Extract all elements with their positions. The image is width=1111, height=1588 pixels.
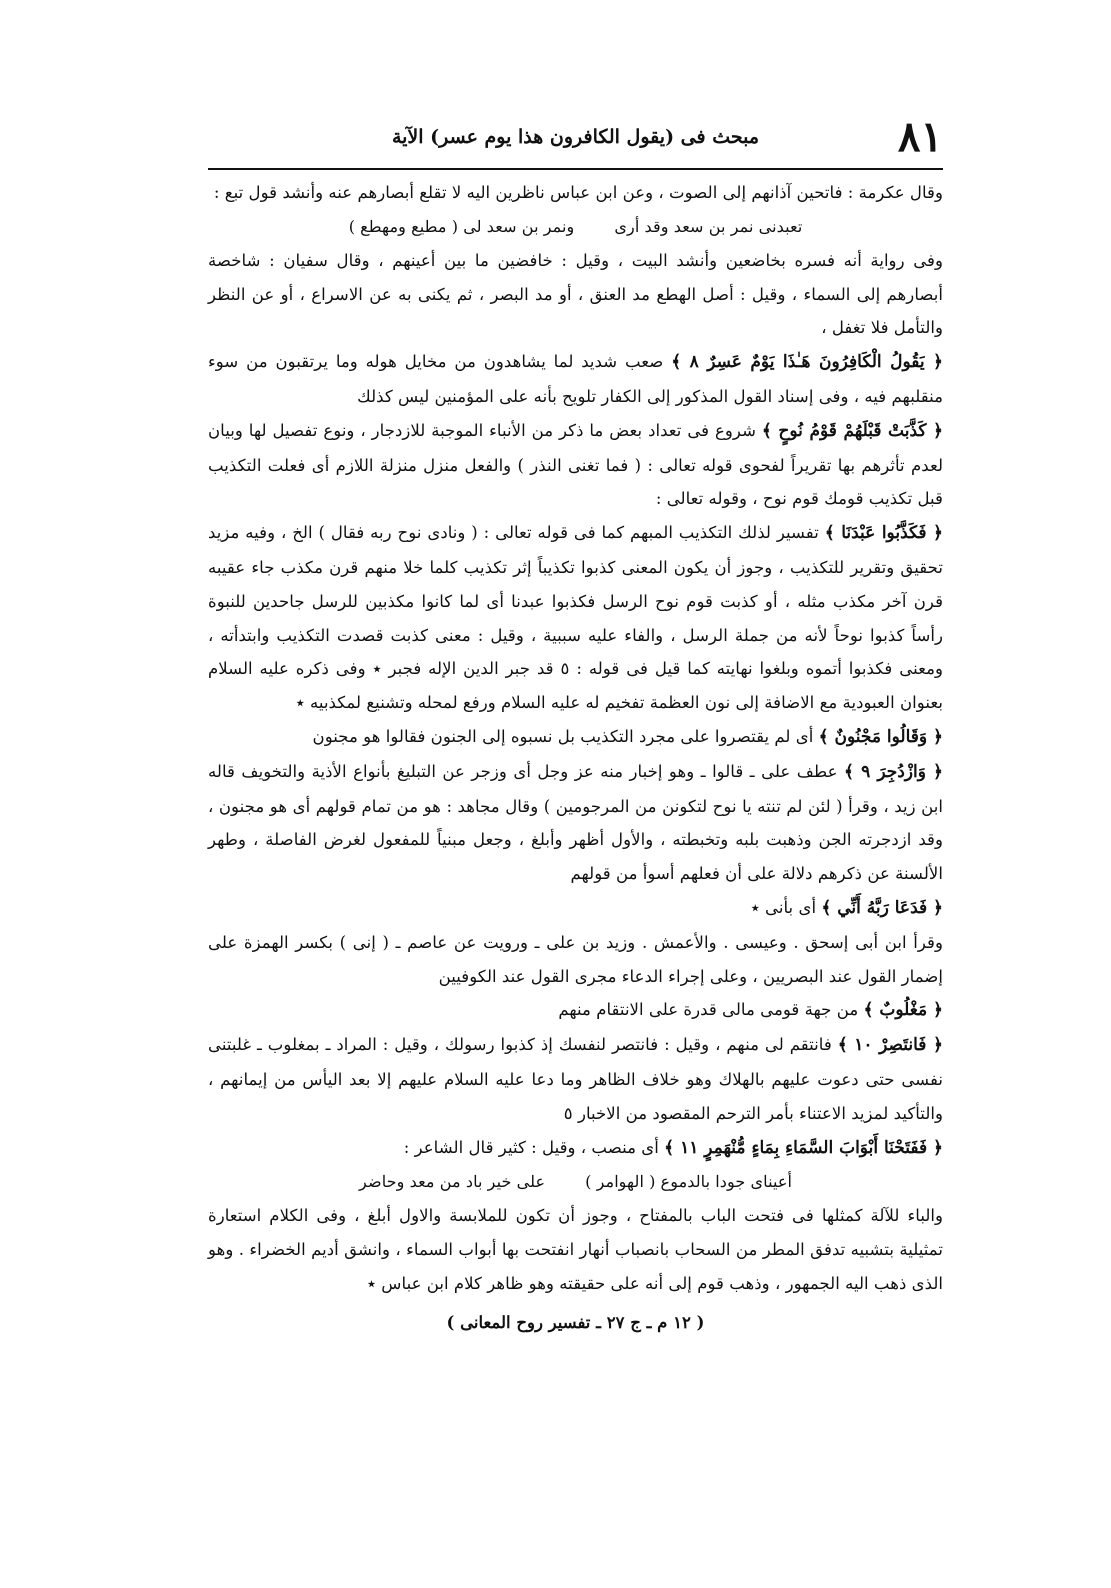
quran-verse: ﴿ وَازْدُجِرَ ٩ ﴾ bbox=[843, 761, 943, 782]
poem-verse bbox=[208, 210, 943, 244]
quran-verse: ﴿ يَقُولُ الْكَافِرُونَ هَـٰذَا يَوْمٌ عَسِرٌ ٨ ﴾ bbox=[671, 352, 943, 373]
paragraph-text: صعب شديد لما يشاهدون من مخايل هوله وما يرتقبون من سوء منقلبهم فيه ، وفى إسناد القول المذكور إلى الكفار تلويح بأنه على المؤمنين ليس كذلك bbox=[208, 352, 943, 406]
footer-signature: ( ١٢ م ـ ج ٢٧ ـ تفسير روح المعانى ) bbox=[446, 1312, 705, 1332]
quran-verse: ﴿ فَانتَصِرْ ١٠ ﴾ bbox=[837, 1035, 943, 1056]
paragraph-text: عطف على ـ قالوا ـ وهو إخبار منه عز وجل أى وزجر عن التبليغ بأنواع الأذية والتخويف قاله ابن زيد ، وقرأ ( لئن لم تنته يا نوح لتكونن من المرجومين ) وقال مجاهد : هو من تمام قولهم أى هو مجنون ، وقد ازدجرته الجن وذهبت بلبه وتخبطته ، والأول أظهر وأبلغ ، وجعل مبنياً للمفعول لغرض الفاصلة ، وطهر الألسنة عن ذكرهم دلالة على أن فعلهم أسوأ من قولهم bbox=[208, 761, 943, 884]
poem-hemistich-first: أعيناى جودا بالدموع ( الهوامر ) bbox=[585, 1172, 792, 1192]
quran-verse: ﴿ مَغْلُوبٌ ﴾ bbox=[863, 1000, 943, 1021]
poem-verse bbox=[208, 1165, 943, 1199]
poem-hemistich-second: على خير باد من معد وحاضر bbox=[359, 1172, 546, 1192]
paragraph-text: أى لم يقتصروا على مجرد التكذيب بل نسبوه إلى الجنون فقالوا هو مجنون bbox=[312, 726, 814, 746]
commentary-paragraph bbox=[208, 891, 943, 926]
quran-verse: ﴿ كَذَّبَتْ قَبْلَهُمْ قَوْمُ نُوحٍ ﴾ bbox=[761, 420, 943, 441]
quran-verse: ﴿ وَقَالُوا مَجْنُونٌ ﴾ bbox=[818, 726, 943, 747]
commentary-paragraph bbox=[208, 516, 943, 720]
commentary-paragraph bbox=[208, 755, 943, 891]
commentary-paragraph: والباء للآلة كمثلها فى فتحت الباب بالمفتاح ، وجوز أن تكون للملابسة والاول أبلغ ، وفى الكلام استعارة تمثيلية بتشبيه تدفق المطر من السحاب بانصباب أنهار انفتحت بها أبواب السماء ، وانشق أديم الخضراء . وهو الذى ذهب اليه الجمهور ، وذهب قوم إلى أنه على حقيقته وهو ظاهر كلام ابن عباس ٭ bbox=[208, 1206, 943, 1293]
paragraph-text: تفسير لذلك التكذيب المبهم كما فى قوله تعالى : ( ونادى نوح ربه فقال ) الخ ، وفيه مزيد تحقيق وتقرير للتكذيب ، وجوز أن يكون المعنى كذبوا تكذيباً إثر تكذيب كلما خلا منهم قرن مكذب جاء عقيبه قرن آخر مكذب مثله ، أو كذبت قوم نوح الرسل فكذبوا عبدنا أى لما كانوا مكذبين للرسل جاحدين للنبوة رأساً كذبوا نوحاً لأنه من جملة الرسل ، والفاء عليه سببية ، وقيل : معنى كذبت قصدت التكذيب وابتدأته ، ومعنى فكذبوا أتموه وبلغوا نهايته كما قيل فى قوله : ٥ قد جبر الدين الإله فجبر ٭ وفى ذكره عليه السلام بعنوان العبودية مع الاضافة إلى نون العظمة تفخيم له عليه السلام ورفع لمحله وتشنيع لمكذبيه ٭ bbox=[208, 523, 943, 713]
poem-hemistich-second: ونمر بن سعد لى ( مطيع ومهطع ) bbox=[348, 216, 575, 236]
commentary-paragraph bbox=[208, 720, 943, 755]
paragraph-text: فانتقم لى منهم ، وقيل : فانتصر لنفسك إذ كذبوا رسولك ، وقيل : المراد ـ بمغلوب ـ غلبتنى نفسى حتى دعوت عليهم بالهلاك وهو خلاف الظاهر وما دعا عليه السلام عليهم إلا بعد اليأس من إيمانهم ، والتأكيد لمزيد الاعتناء بأمر الترحم المقصود من الاخبار ٥ bbox=[208, 1035, 943, 1123]
quran-verse: ﴿ فَفَتَحْنَا أَبْوَابَ السَّمَاءِ بِمَاءٍ مُّنْهَمِرٍ ١١ ﴾ bbox=[664, 1137, 943, 1158]
page-number: ٨١ bbox=[897, 112, 943, 161]
paragraph-text: شروع فى تعداد بعض ما ذكر من الأنباء الموجبة للازدجار ، ونوع تفصيل لها وبيان لعدم تأثرهم بها تقريراً لفحوى قوله تعالى : ( فما تغنى النذر ) والفعل منزل منزلة اللازم أى فعلت التكذيب قبل تكذيب قومك قوم نوح ، وقوله تعالى : bbox=[208, 420, 943, 509]
body-text bbox=[208, 176, 943, 1301]
quran-verse: ﴿ فَكَذَّبُوا عَبْدَنَا ﴾ bbox=[824, 523, 943, 544]
commentary-paragraph: وقرأ ابن أبى إسحق . وعيسى . والأعمش . وزيد بن على ـ ورويت عن عاصم ـ ( إنى ) بكسر الهمزة على إضمار القول عند البصريين ، وعلى إجراء الدعاء مجرى القول عند الكوفيين bbox=[208, 932, 943, 986]
page-header bbox=[208, 98, 943, 170]
paragraph-text: أى منصب ، وقيل : كثير قال الشاعر : bbox=[403, 1137, 659, 1157]
commentary-paragraph bbox=[208, 414, 943, 516]
commentary-paragraph bbox=[208, 1131, 943, 1166]
header-rule bbox=[208, 168, 943, 170]
poem-hemistich-first: تعبدنى نمر بن سعد وقد أرى bbox=[614, 216, 803, 236]
commentary-paragraph: وقال عكرمة : فاتحين آذانهم إلى الصوت ، وعن ابن عباس ناظرين اليه لا تقلع أبصارهم عنه وأنشد قول تبع : bbox=[213, 183, 943, 202]
running-head: مبحث فى (يقول الكافرون هذا يوم عسر) الآية bbox=[391, 126, 760, 148]
quran-verse: ﴿ فَدَعَا رَبَّهُ أَنِّي ﴾ bbox=[821, 897, 943, 918]
commentary-paragraph: وفى رواية أنه فسره بخاضعين وأنشد البيت ، وقيل : خافضين ما بين أعينهم ، وقال سفيان : شاخصة أبصارهم إلى السماء ، وقيل : أصل الهطع مد العنق ، أو مد البصر ، ثم يكنى به عن الاسراع ، أو عن النظر والتأمل فلا تغفل ، bbox=[208, 250, 943, 338]
commentary-paragraph bbox=[208, 1028, 943, 1130]
paragraph-text: أى بأنى ٭ bbox=[750, 897, 817, 917]
commentary-paragraph bbox=[208, 345, 943, 414]
paragraph-text: من جهة قومى مالى قدرة على الانتقام منهم bbox=[558, 1000, 859, 1020]
commentary-paragraph bbox=[208, 993, 943, 1028]
